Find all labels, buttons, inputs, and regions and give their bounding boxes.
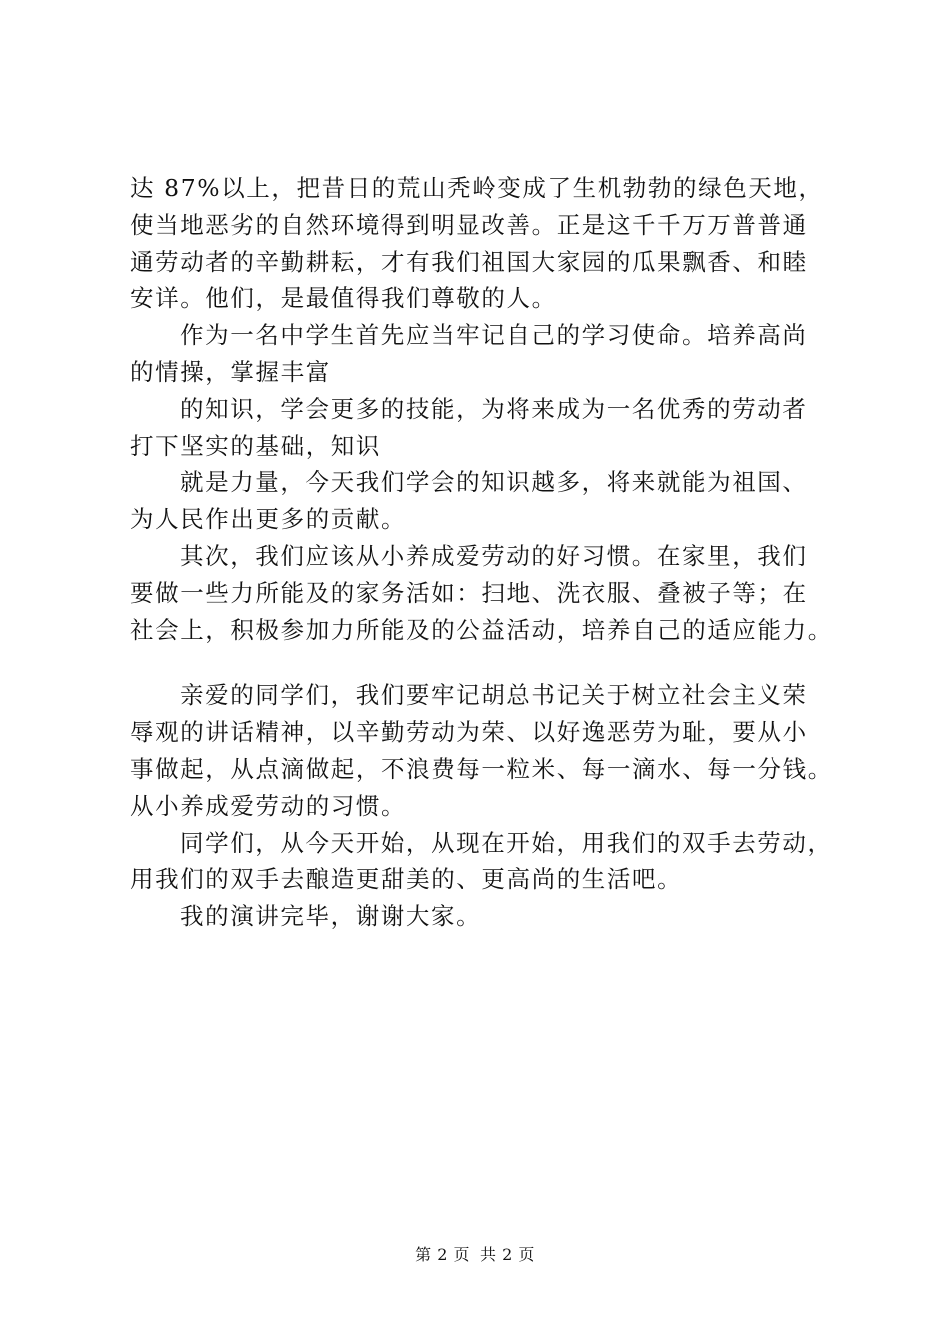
text-line: 同学们，从今天开始，从现在开始，用我们的双手去劳动， xyxy=(180,828,833,857)
text-line: 达 87%以上，把昔日的荒山秃岭变成了生机勃勃的绿色天地， xyxy=(130,174,824,202)
page-footer xyxy=(0,1244,950,1266)
page-number: 第 2 页 xyxy=(415,1245,470,1264)
text-line: 安详。他们，是最值得我们尊敬的人。 xyxy=(130,284,557,313)
text-line: 的情操，掌握丰富 xyxy=(130,357,331,386)
text-line: 事做起，从点滴做起，不浪费每一粒米、每一滴水、每一分钱。 xyxy=(130,754,833,783)
text-line: 要做一些力所能及的家务活如：扫地、洗衣服、叠被子等；在 xyxy=(130,578,808,607)
text-line: 我的演讲完毕，谢谢大家。 xyxy=(180,902,482,931)
text-line: 作为一名中学生首先应当牢记自己的学习使命。培养高尚 xyxy=(180,321,808,350)
text-line: 其次，我们应该从小养成爱劳动的好习惯。在家里，我们 xyxy=(180,541,808,570)
text-line: 用我们的双手去酿造更甜美的、更高尚的生活吧。 xyxy=(130,865,683,894)
text-line: 打下坚实的基础，知识 xyxy=(130,431,381,460)
text-line: 的知识，学会更多的技能，为将来成为一名优秀的劳动者 xyxy=(180,394,808,423)
speech-body xyxy=(130,170,860,935)
text-line: 从小养成爱劳动的习惯。 xyxy=(130,791,407,820)
text-line: 使当地恶劣的自然环境得到明显改善。正是这千千万万普普通 xyxy=(130,210,808,239)
text-line: 亲爱的同学们，我们要牢记胡总书记关于树立社会主义荣 xyxy=(180,681,808,710)
paragraph-gap xyxy=(130,648,860,677)
text-line: 就是力量，今天我们学会的知识越多，将来就能为祖国、 xyxy=(180,468,808,497)
text-line: 辱观的讲话精神，以辛勤劳动为荣、以好逸恶劳为耻，要从小 xyxy=(130,718,808,747)
page-total: 共 2 页 xyxy=(480,1245,535,1264)
text-line: 社会上，积极参加力所能及的公益活动，培养自己的适应能力。 xyxy=(130,615,833,644)
text-line: 为人民作出更多的贡献。 xyxy=(130,505,407,534)
text-line: 通劳动者的辛勤耕耘，才有我们祖国大家园的瓜果飘香、和睦 xyxy=(130,247,808,276)
